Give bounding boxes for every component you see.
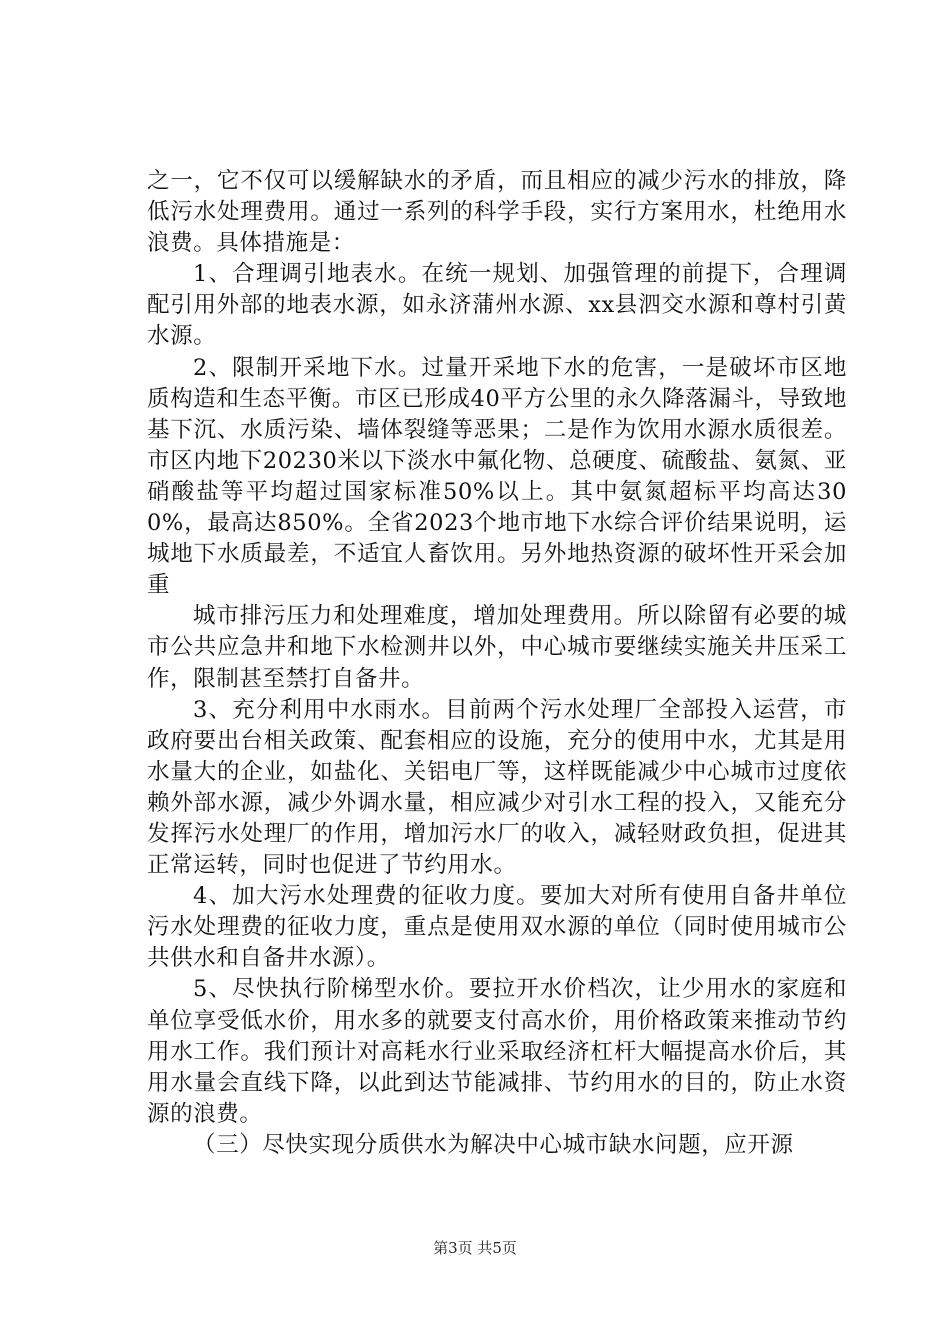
paragraph-measure-3: 3、充分利用中水雨水。目前两个污水处理厂全部投入运营，市政府要出台相关政策、配套相应的设施，充分的使用中水，尤其是用水量大的企业，如盐化、关铝电厂等，这样既能减少中心城市过度依赖外部水源，减少外调水量，相应减少对引水工程的投入，又能充分发挥污水处理厂的作用，增加污水厂的收入，减轻财政负担，促进其正常运转，同时也促进了节约用水。 — [147, 696, 847, 879]
paragraph-continuation: 之一，它不仅可以缓解缺水的矛盾，而且相应的减少污水的排放，降低污水处理费用。通过一系列的科学手段，实行方案用水，杜绝用水浪费。具体措施是： — [147, 168, 847, 257]
paragraph-measure-2-continued: 城市排污压力和处理难度，增加处理费用。所以除留有必要的城市公共应急井和地下水检测井以外，中心城市要继续实施关井压采工作，限制甚至禁打自备井。 — [147, 603, 847, 692]
page-number-footer: 第3页 共5页 — [433, 1239, 517, 1257]
paragraph-measure-4: 4、加大污水处理费的征收力度。要加大对所有使用自备井单位污水处理费的征收力度，重点是使用双水源的单位（同时使用城市公共供水和自备井水源）。 — [147, 883, 847, 972]
paragraph-section-3: （三）尽快实现分质供水为解决中心城市缺水问题，应开源 — [193, 1131, 794, 1158]
paragraph-measure-5: 5、尽快执行阶梯型水价。要拉开水价档次，让少用水的家庭和单位享受低水价，用水多的就要支付高水价，用价格政策来推动节约用水工作。我们预计对高耗水行业采取经济杠杆大幅提高水价后，其用水量会直线下降，以此到达节能减排、节约用水的目的，防止水资源的浪费。 — [147, 976, 847, 1127]
paragraph-measure-2: 2、限制开采地下水。过量开采地下水的危害，一是破坏市区地质构造和生态平衡。市区已形成40平方公里的永久降落漏斗，导致地基下沉、水质污染、墙体裂缝等恶果；二是作为饮用水源水质很差。市区内地下20230米以下淡水中氟化物、总硬度、硫酸盐、氨氮、亚硝酸盐等平均超过国家标准50%以上。其中氨氮超标平均高达300%，最高达850%。全省2023个地市地下水综合评价结果说明，运城地下水质最差，不适宜人畜饮用。另外地热资源的破坏性开采会加重 — [147, 354, 847, 599]
paragraph-measure-1: 1、合理调引地表水。在统一规划、加强管理的前提下，合理调配引用外部的地表水源，如永济蒲州水源、xx县泗交水源和尊村引黄水源。 — [147, 261, 847, 350]
document-body — [147, 166, 847, 1161]
